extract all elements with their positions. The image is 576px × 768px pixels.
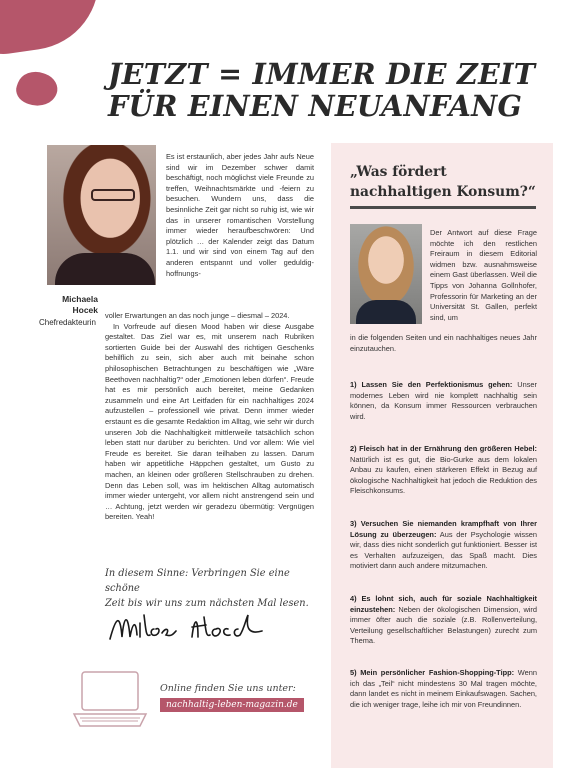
editor-portrait-photo	[47, 145, 156, 285]
tip-item	[350, 594, 537, 647]
tip-text: Natürlich ist es gut, die Bio-Gurke aus dem lokalen Anbau zu kaufen, einen stärkeren Effekt in Bezug auf ökologische Nachhaltigkeit hat jedoch die Reduktion des Fleischkonsums.	[350, 454, 537, 496]
intro-paragraph-top: Es ist erstaunlich, aber jedes Jahr aufs Neue sind wir im Dezember schwer damit beschäftigt, noch möglichst viele Freunde zu treffen, Weihnachtsmärkte und -feiern zu besuchen. Wundern uns, dass die besinnliche Zeit gar nicht so ruhig ist, wie wir das in unserer romantischen Vorstellung immer wieder heraufbeschwören: Und plötzlich … der Kalender zeigt das Datum 1.1. und wir sind von einem Tag auf den anderen entspannt und voller geduldig-hoffnungs-	[166, 152, 314, 278]
tip-item	[350, 519, 537, 572]
laptop-icon	[70, 664, 150, 734]
guest-portrait-photo	[350, 224, 422, 324]
closing-line-2: Zeit bis wir uns zum nächsten Mal lesen.	[105, 598, 309, 609]
decorative-blob-small	[12, 66, 61, 112]
guest-intro-paragraph: Der Antwort auf diese Frage möchte ich den restlichen Freiraum in diesem Editorial widmen bzw. ausnahmsweise einem Gast überlassen. Weil die Tipps von Johanna Gollnhofer, Professorin für Marketing an der Universität St. Gallen, perfekt sind, um	[430, 228, 537, 322]
tip-item	[350, 444, 537, 497]
signature	[106, 607, 266, 647]
tip-item	[350, 380, 537, 422]
tip-text: Unser modernes Leben wird nie komplett nachhaltig sein können, da Konsum immer Ressourcen verbrauchen wird.	[350, 380, 537, 421]
tip-text: Wenn ich das „Teil“ nicht mindestens 30 Mal tragen möchte, dann landet es nicht in meinem Einkaufswagen. Sachen, die ich weniger trage, leihe ich mir von Freundinnen.	[350, 668, 537, 709]
decorative-blob-top	[0, 0, 108, 59]
intro-paragraph-main: In Vorfreude auf diesen Mood haben wir diese Ausgabe gestaltet. Das Ziel war es, mit unserem nach Rubriken sortierten Guide bei der Auswahl des richtigen Geschenks behilflich zu sein, sich aber auch mit beinahe schon philosophischen Betrachtungen zu beschäftigen wie „Wäre Beethoven nachhaltig?“ oder „Emotionen leben dürfen“. Freude hat es mir persönlich auch bereitet, meine Gedanken zusammeln und eine Art Leitfaden für ein nachhaltiges 2024 aufzustellen – professionell wie privat. Denn immer wieder erstaunt es die gesamte Redaktion im Alltag, wie sehr wir durch unseren Job die Nachhaltigkeit mittlerweile tatsächlich schon leben statt nur darüber zu berichten. Und vor allem: Wie viel Freude es bereitet. Sie daran teilhaben zu lassen. Darum haben wir appetitliche Häppchen gestaltet, um Gusto zu machen, an kleinen oder größeren Stellschrauben zu drehen. Denn das Leben soll, was im hektischen Alltag automatisch immer wieder untergeht, vor allem nicht anstrengend sein und … Achtung, jetzt werden wir geradezu übermütig: Vergnügen bereiten. Yeah!	[105, 321, 314, 522]
closing-remark	[105, 566, 320, 611]
headline	[108, 58, 535, 122]
headline-line-2: FÜR EINEN NEUANFANG	[108, 89, 523, 123]
tip-title: 1) Lassen Sie den Perfektionismus gehen:	[350, 380, 513, 389]
panel-title-line-1: „Was fördert	[350, 164, 447, 180]
editor-last-name: Hocek	[72, 305, 98, 315]
intro-text-top	[166, 152, 314, 279]
tip-title: 4) Es lohnt sich, auch für soziale Nachhaltigkeit einzustehen:	[350, 594, 537, 614]
intro-text-wide	[105, 311, 314, 523]
closing-line-1: In diesem Sinne: Verbringen Sie eine schöne	[105, 568, 290, 594]
website-link[interactable]: nachhaltig-leben-magazin.de	[160, 698, 304, 712]
editor-first-name: Michaela	[62, 294, 98, 304]
headline-line-1: JETZT = IMMER DIE ZEIT	[108, 57, 536, 91]
panel-title-line-2: nachhaltigen Konsum?“	[350, 184, 536, 200]
editor-role: Chefredakteurin	[39, 318, 96, 327]
online-label: Online finden Sie uns unter:	[160, 683, 296, 694]
guest-intro-continuation: in die folgenden Seiten und ein nachhaltiges neues Jahr einzutauchen.	[350, 333, 537, 353]
guest-intro-top	[430, 228, 537, 323]
panel-divider	[350, 206, 536, 209]
tip-item	[350, 668, 537, 710]
tip-title: 3) Versuchen Sie niemanden krampfhaft von Ihrer Lösung zu überzeugen:	[350, 519, 537, 539]
tip-text: Neben der ökologischen Dimension, wird immer öfter auch die soziale (z.B. Rollenverteilung, Verteilung gesellschaftlicher Belastungen) zurecht zum Thema.	[350, 604, 537, 646]
tip-title: 5) Mein persönlicher Fashion-Shopping-Tipp:	[350, 668, 515, 677]
panel-title	[350, 162, 550, 202]
intro-paragraph-continuation: voller Erwartungen an das noch junge – diesmal – 2024.	[105, 311, 290, 320]
tip-title: 2) Fleisch hat in der Ernährung den größeren Hebel:	[350, 444, 537, 453]
guest-intro-rest	[350, 333, 537, 354]
tip-text: Aus der Psychologie wissen wir, dass dies nicht sonderlich gut funktioniert. Besser ist es Verhalten aufzuzeigen, das Spaß macht. Dies motiviert dann auch andere mitzumachen.	[350, 529, 537, 571]
